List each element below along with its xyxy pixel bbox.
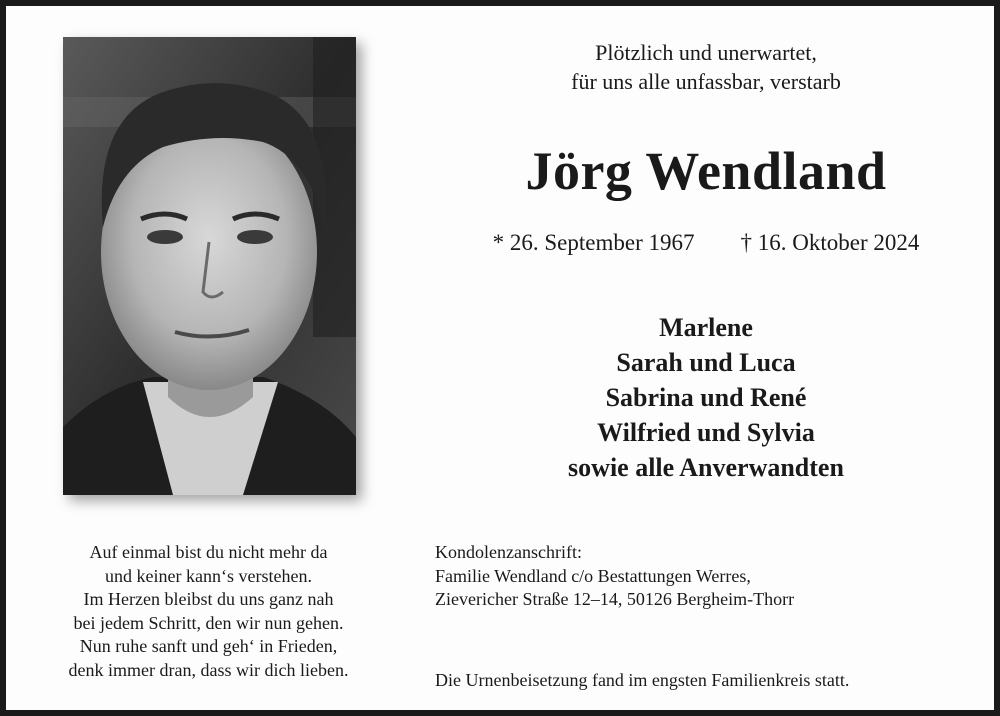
mourner-line: Wilfried und Sylvia bbox=[597, 418, 815, 447]
poem-line: und keiner kann‘s verstehen. bbox=[105, 565, 312, 586]
deceased-name: Jörg Wendland bbox=[525, 141, 887, 201]
intro-line: für uns alle unfassbar, verstarb bbox=[571, 69, 841, 94]
intro-text bbox=[456, 38, 956, 96]
poem-line: Auf einmal bist du nicht mehr da bbox=[89, 542, 328, 562]
condolence-line: Familie Wendland c/o Bestattungen Werres, bbox=[435, 565, 751, 586]
condolence-address bbox=[435, 541, 955, 612]
condolence-line: Kondolenzanschrift: bbox=[435, 542, 582, 562]
poem-line: Im Herzen bleibst du uns ganz nah bbox=[83, 589, 334, 609]
portrait-image bbox=[63, 37, 356, 495]
death-date: † 16. Oktober 2024 bbox=[740, 230, 920, 255]
mourner-line: Sabrina und René bbox=[605, 383, 807, 412]
condolence-line: Zievericher Straße 12–14, 50126 Bergheim-Thorr bbox=[435, 589, 795, 609]
poem-line: denk immer dran, dass wir dich lieben. bbox=[68, 659, 349, 680]
birth-date: * 26. September 1967 bbox=[492, 230, 695, 255]
poem-line: Nun ruhe sanft und geh‘ in Frieden, bbox=[79, 636, 338, 656]
burial-notice: Die Urnenbeisetzung fand im engsten Familienkreis statt. bbox=[435, 670, 850, 690]
life-dates bbox=[446, 228, 966, 258]
portrait-photo bbox=[63, 37, 356, 495]
mourner-line: Marlene bbox=[659, 313, 753, 342]
memorial-poem bbox=[36, 541, 381, 682]
poem-line: bei jedem Schritt, den wir nun gehen. bbox=[73, 612, 344, 633]
mourner-line: Sarah und Luca bbox=[616, 348, 796, 377]
intro-line: Plötzlich und unerwartet, bbox=[595, 40, 817, 65]
mourner-line: sowie alle Anverwandten bbox=[568, 453, 844, 482]
mourners-list bbox=[456, 310, 956, 485]
